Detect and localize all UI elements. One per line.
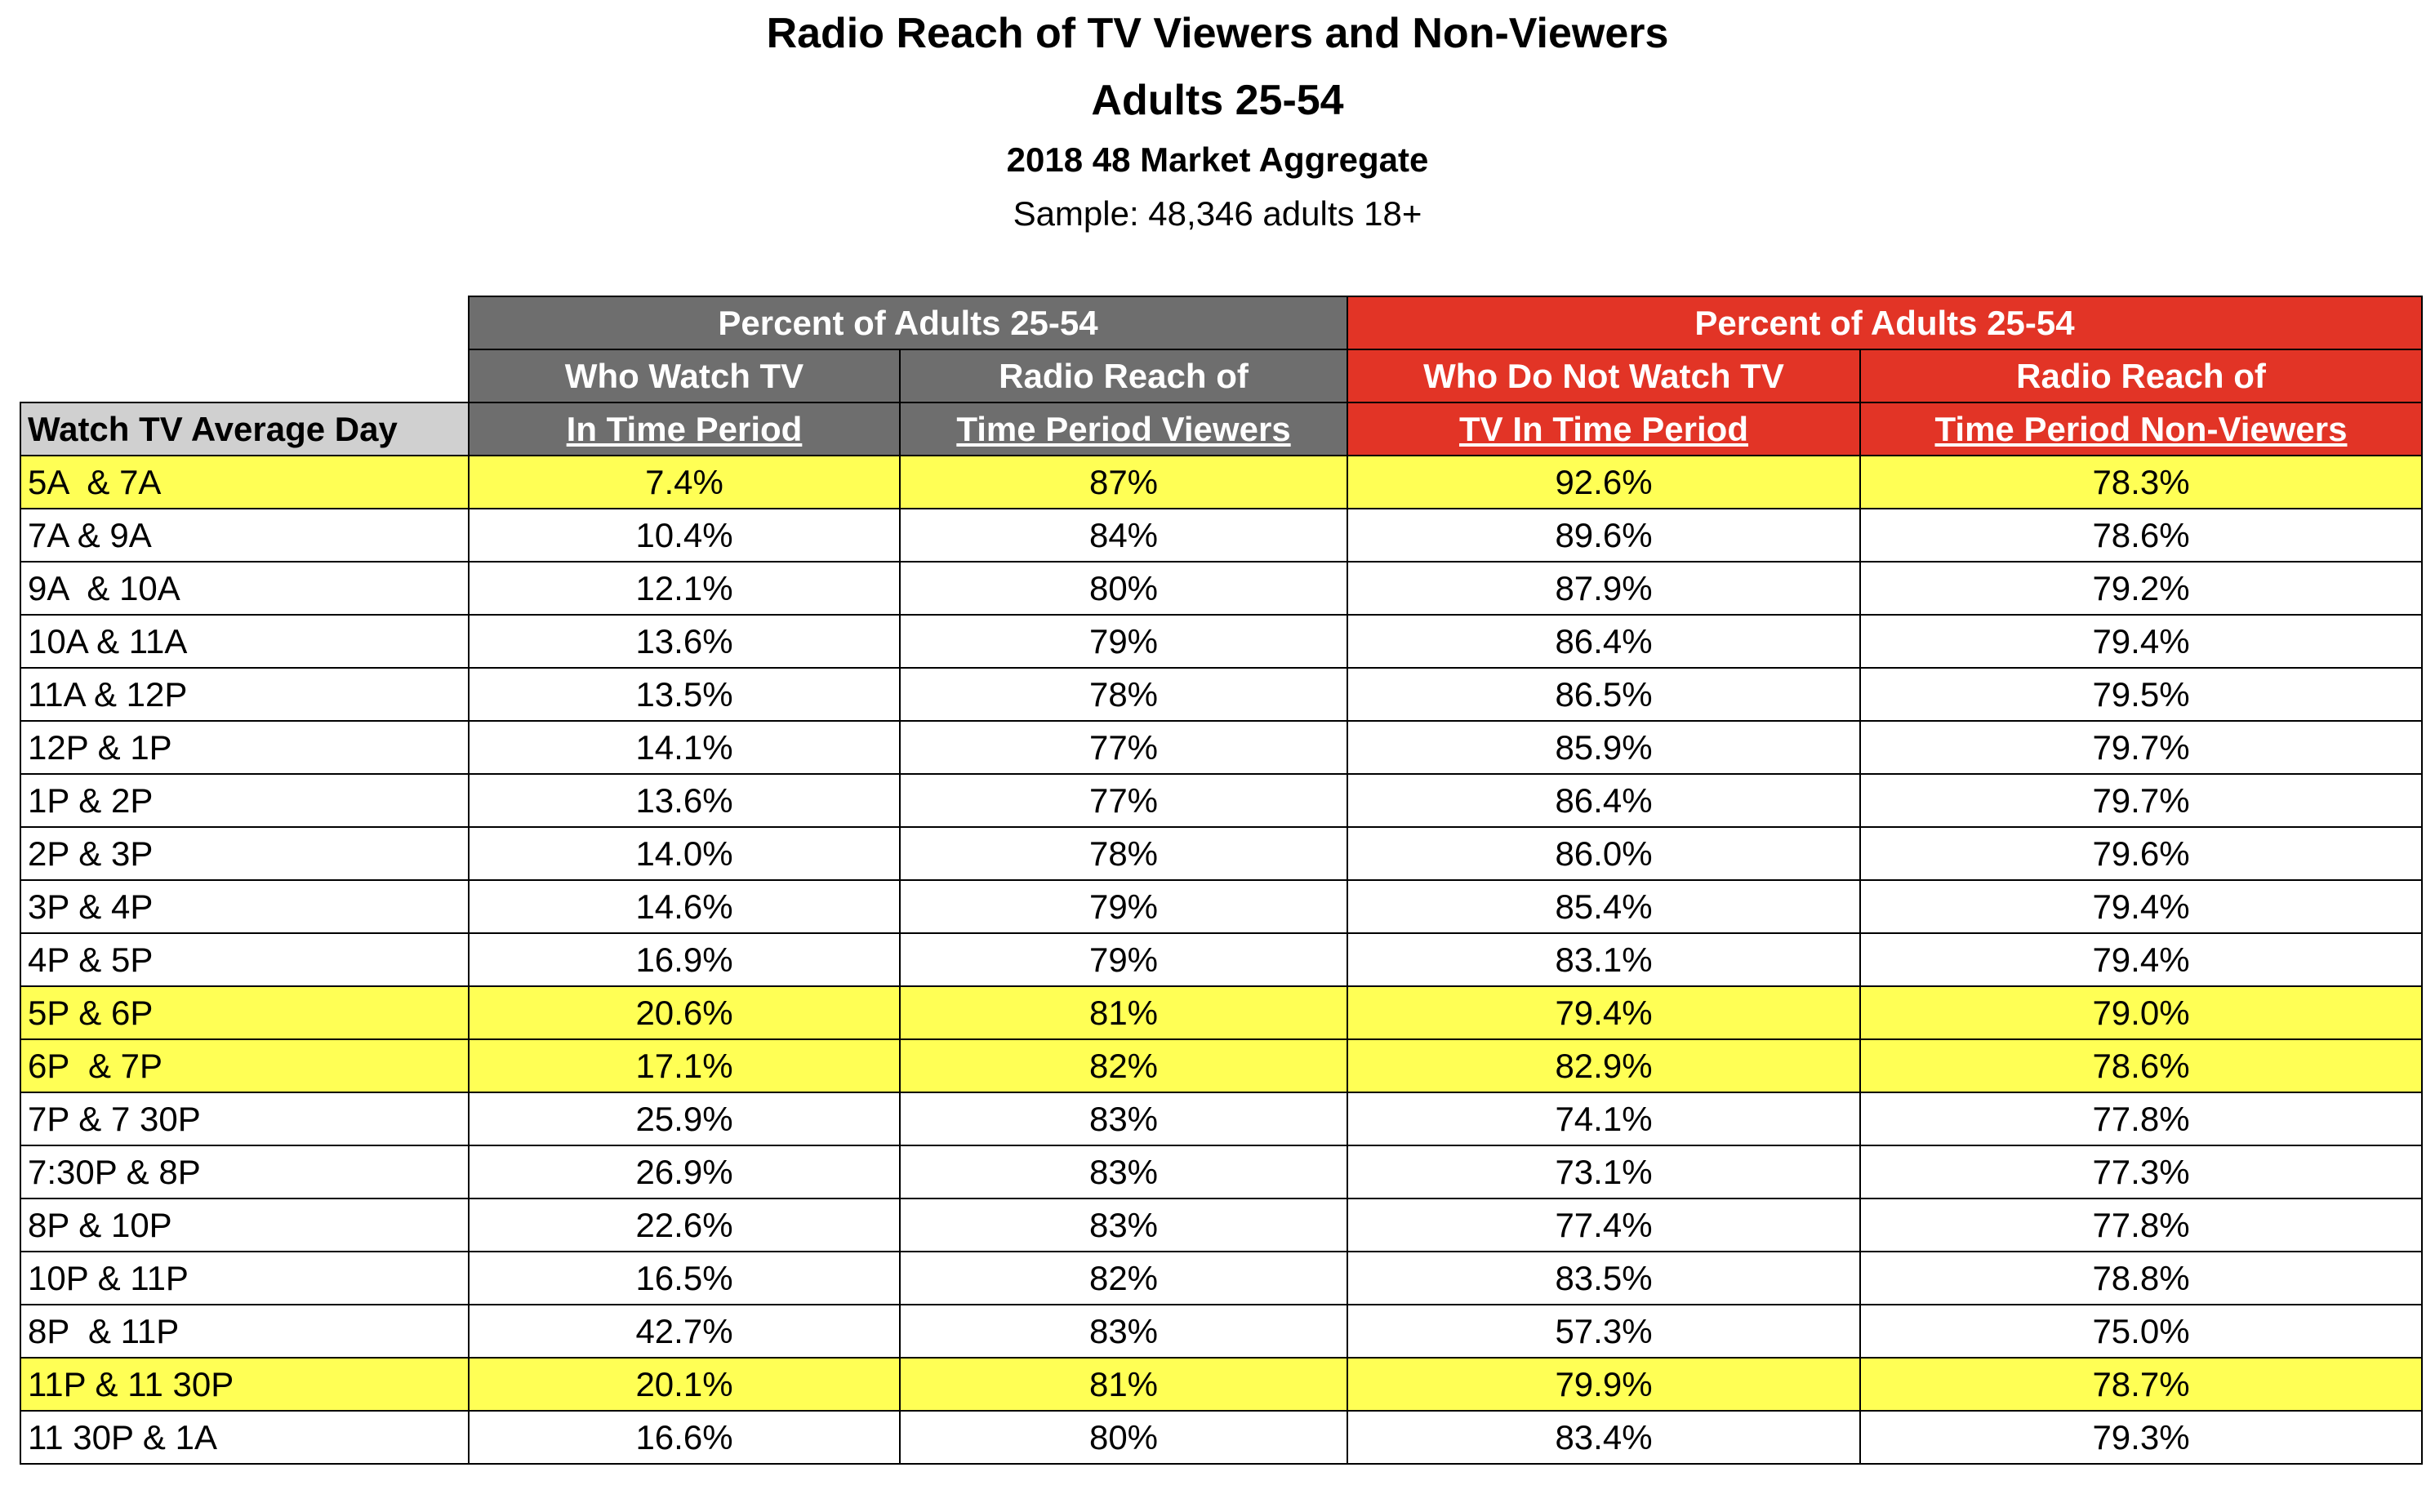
cell-reach-nonviewers: 78.3% [1860, 456, 2422, 509]
cell-not-watch-tv: 89.6% [1347, 509, 1860, 562]
table-row [20, 668, 2422, 721]
row-label: 2P & 3P [20, 827, 469, 880]
cell-watch-tv: 20.1% [469, 1358, 900, 1411]
cell-not-watch-tv: 74.1% [1347, 1092, 1860, 1145]
row-label: 7P & 7 30P [20, 1092, 469, 1145]
cell-reach-nonviewers: 75.0% [1860, 1305, 2422, 1358]
header-blank [20, 349, 469, 402]
cell-not-watch-tv: 86.0% [1347, 827, 1860, 880]
table-row [20, 562, 2422, 615]
cell-watch-tv: 13.6% [469, 615, 900, 668]
cell-reach-viewers: 81% [900, 1358, 1347, 1411]
table-row [20, 1358, 2422, 1411]
cell-reach-viewers: 82% [900, 1252, 1347, 1305]
cell-reach-nonviewers: 77.3% [1860, 1145, 2422, 1198]
cell-reach-nonviewers: 78.6% [1860, 1039, 2422, 1092]
row-label: 12P & 1P [20, 721, 469, 774]
table-row [20, 1092, 2422, 1145]
cell-reach-viewers: 79% [900, 615, 1347, 668]
header-blank [20, 296, 469, 349]
col-header-reach-nonviewers-line2 [1860, 402, 2422, 456]
cell-watch-tv: 20.6% [469, 986, 900, 1039]
row-label: 10A & 11A [20, 615, 469, 668]
cell-not-watch-tv: 57.3% [1347, 1305, 1860, 1358]
cell-reach-nonviewers: 79.7% [1860, 721, 2422, 774]
row-label: 3P & 4P [20, 880, 469, 933]
cell-not-watch-tv: 79.9% [1347, 1358, 1860, 1411]
table-row [20, 721, 2422, 774]
table-row [20, 1145, 2422, 1198]
cell-not-watch-tv: 85.4% [1347, 880, 1860, 933]
cell-reach-viewers: 83% [900, 1145, 1347, 1198]
table-row [20, 1198, 2422, 1252]
row-label: 11P & 11 30P [20, 1358, 469, 1411]
cell-watch-tv: 13.5% [469, 668, 900, 721]
cell-not-watch-tv: 83.5% [1347, 1252, 1860, 1305]
row-label: 11 30P & 1A [20, 1411, 469, 1464]
cell-reach-viewers: 87% [900, 456, 1347, 509]
col-header-reach-viewers-line2-text: Time Period Viewers [956, 410, 1291, 448]
header-row-line2 [20, 402, 2422, 456]
cell-watch-tv: 14.0% [469, 827, 900, 880]
table-row [20, 933, 2422, 986]
cell-reach-viewers: 84% [900, 509, 1347, 562]
col-header-not-watch-line1: Who Do Not Watch TV [1347, 349, 1860, 402]
chart-title: Radio Reach of TV Viewers and Non-Viewers [766, 10, 1669, 57]
cell-not-watch-tv: 86.4% [1347, 774, 1860, 827]
cell-reach-nonviewers: 79.5% [1860, 668, 2422, 721]
cell-reach-viewers: 81% [900, 986, 1347, 1039]
cell-reach-viewers: 79% [900, 880, 1347, 933]
col-header-watch-line2-text: In Time Period [566, 410, 803, 448]
row-label: 7A & 9A [20, 509, 469, 562]
cell-reach-nonviewers: 79.3% [1860, 1411, 2422, 1464]
cell-reach-viewers: 80% [900, 1411, 1347, 1464]
row-label: 8P & 10P [20, 1198, 469, 1252]
table-row [20, 827, 2422, 880]
cell-reach-viewers: 83% [900, 1305, 1347, 1358]
table-row [20, 1252, 2422, 1305]
cell-not-watch-tv: 86.4% [1347, 615, 1860, 668]
cell-reach-viewers: 77% [900, 774, 1347, 827]
group-header-viewers: Percent of Adults 25-54 [469, 296, 1347, 349]
cell-reach-viewers: 83% [900, 1092, 1347, 1145]
table-row [20, 1411, 2422, 1464]
table-row [20, 986, 2422, 1039]
cell-reach-viewers: 80% [900, 562, 1347, 615]
chart-subtitle-market: 2018 48 Market Aggregate [1006, 140, 1429, 179]
table-row [20, 880, 2422, 933]
col-header-not-watch-line2-text: TV In Time Period [1459, 410, 1748, 448]
cell-reach-nonviewers: 79.6% [1860, 827, 2422, 880]
cell-not-watch-tv: 79.4% [1347, 986, 1860, 1039]
cell-reach-viewers: 77% [900, 721, 1347, 774]
cell-watch-tv: 14.1% [469, 721, 900, 774]
cell-not-watch-tv: 87.9% [1347, 562, 1860, 615]
table-row [20, 774, 2422, 827]
cell-watch-tv: 16.9% [469, 933, 900, 986]
row-label: 4P & 5P [20, 933, 469, 986]
table-row [20, 456, 2422, 509]
col-header-reach-nonviewers-line1: Radio Reach of [1860, 349, 2422, 402]
col-header-watch-line1: Who Watch TV [469, 349, 900, 402]
cell-not-watch-tv: 73.1% [1347, 1145, 1860, 1198]
cell-not-watch-tv: 83.4% [1347, 1411, 1860, 1464]
cell-not-watch-tv: 83.1% [1347, 933, 1860, 986]
col-header-not-watch-line2 [1347, 402, 1860, 456]
cell-watch-tv: 16.6% [469, 1411, 900, 1464]
cell-watch-tv: 16.5% [469, 1252, 900, 1305]
cell-reach-viewers: 78% [900, 827, 1347, 880]
row-label: 6P & 7P [20, 1039, 469, 1092]
table-header [20, 296, 2422, 456]
cell-reach-nonviewers: 79.0% [1860, 986, 2422, 1039]
cell-watch-tv: 42.7% [469, 1305, 900, 1358]
cell-reach-nonviewers: 78.8% [1860, 1252, 2422, 1305]
table-row [20, 1039, 2422, 1092]
table-row [20, 1305, 2422, 1358]
row-label: 5P & 6P [20, 986, 469, 1039]
cell-not-watch-tv: 92.6% [1347, 456, 1860, 509]
cell-watch-tv: 22.6% [469, 1198, 900, 1252]
cell-watch-tv: 26.9% [469, 1145, 900, 1198]
table-row [20, 615, 2422, 668]
cell-watch-tv: 7.4% [469, 456, 900, 509]
cell-watch-tv: 14.6% [469, 880, 900, 933]
row-label: 8P & 11P [20, 1305, 469, 1358]
cell-reach-nonviewers: 78.6% [1860, 509, 2422, 562]
row-label: 11A & 12P [20, 668, 469, 721]
cell-not-watch-tv: 85.9% [1347, 721, 1860, 774]
table-row [20, 509, 2422, 562]
row-label: 7:30P & 8P [20, 1145, 469, 1198]
cell-reach-nonviewers: 78.7% [1860, 1358, 2422, 1411]
col-header-reach-nonviewers-line2-text: Time Period Non-Viewers [1934, 410, 2348, 448]
cell-reach-nonviewers: 79.4% [1860, 880, 2422, 933]
cell-watch-tv: 25.9% [469, 1092, 900, 1145]
row-header-label: Watch TV Average Day [20, 402, 469, 456]
cell-reach-nonviewers: 79.7% [1860, 774, 2422, 827]
data-table [20, 296, 2423, 1465]
cell-reach-viewers: 78% [900, 668, 1347, 721]
table-body [20, 456, 2422, 1464]
cell-reach-nonviewers: 77.8% [1860, 1198, 2422, 1252]
cell-watch-tv: 10.4% [469, 509, 900, 562]
row-label: 9A & 10A [20, 562, 469, 615]
row-label: 10P & 11P [20, 1252, 469, 1305]
cell-watch-tv: 12.1% [469, 562, 900, 615]
group-header-nonviewers: Percent of Adults 25-54 [1347, 296, 2422, 349]
cell-reach-viewers: 82% [900, 1039, 1347, 1092]
row-label: 5A & 7A [20, 456, 469, 509]
col-header-watch-line2 [469, 402, 900, 456]
col-header-reach-viewers-line2 [900, 402, 1347, 456]
cell-reach-viewers: 83% [900, 1198, 1347, 1252]
col-header-reach-viewers-line1: Radio Reach of [900, 349, 1347, 402]
cell-reach-nonviewers: 77.8% [1860, 1092, 2422, 1145]
row-label: 1P & 2P [20, 774, 469, 827]
cell-watch-tv: 17.1% [469, 1039, 900, 1092]
cell-reach-nonviewers: 79.4% [1860, 615, 2422, 668]
cell-reach-nonviewers: 79.4% [1860, 933, 2422, 986]
header-row-line1 [20, 349, 2422, 402]
cell-not-watch-tv: 82.9% [1347, 1039, 1860, 1092]
chart-subtitle: Adults 25-54 [1091, 77, 1344, 124]
cell-not-watch-tv: 86.5% [1347, 668, 1860, 721]
cell-not-watch-tv: 77.4% [1347, 1198, 1860, 1252]
cell-reach-viewers: 79% [900, 933, 1347, 986]
cell-watch-tv: 13.6% [469, 774, 900, 827]
header-row-group [20, 296, 2422, 349]
cell-reach-nonviewers: 79.2% [1860, 562, 2422, 615]
sample-note: Sample: 48,346 adults 18+ [1013, 194, 1422, 233]
